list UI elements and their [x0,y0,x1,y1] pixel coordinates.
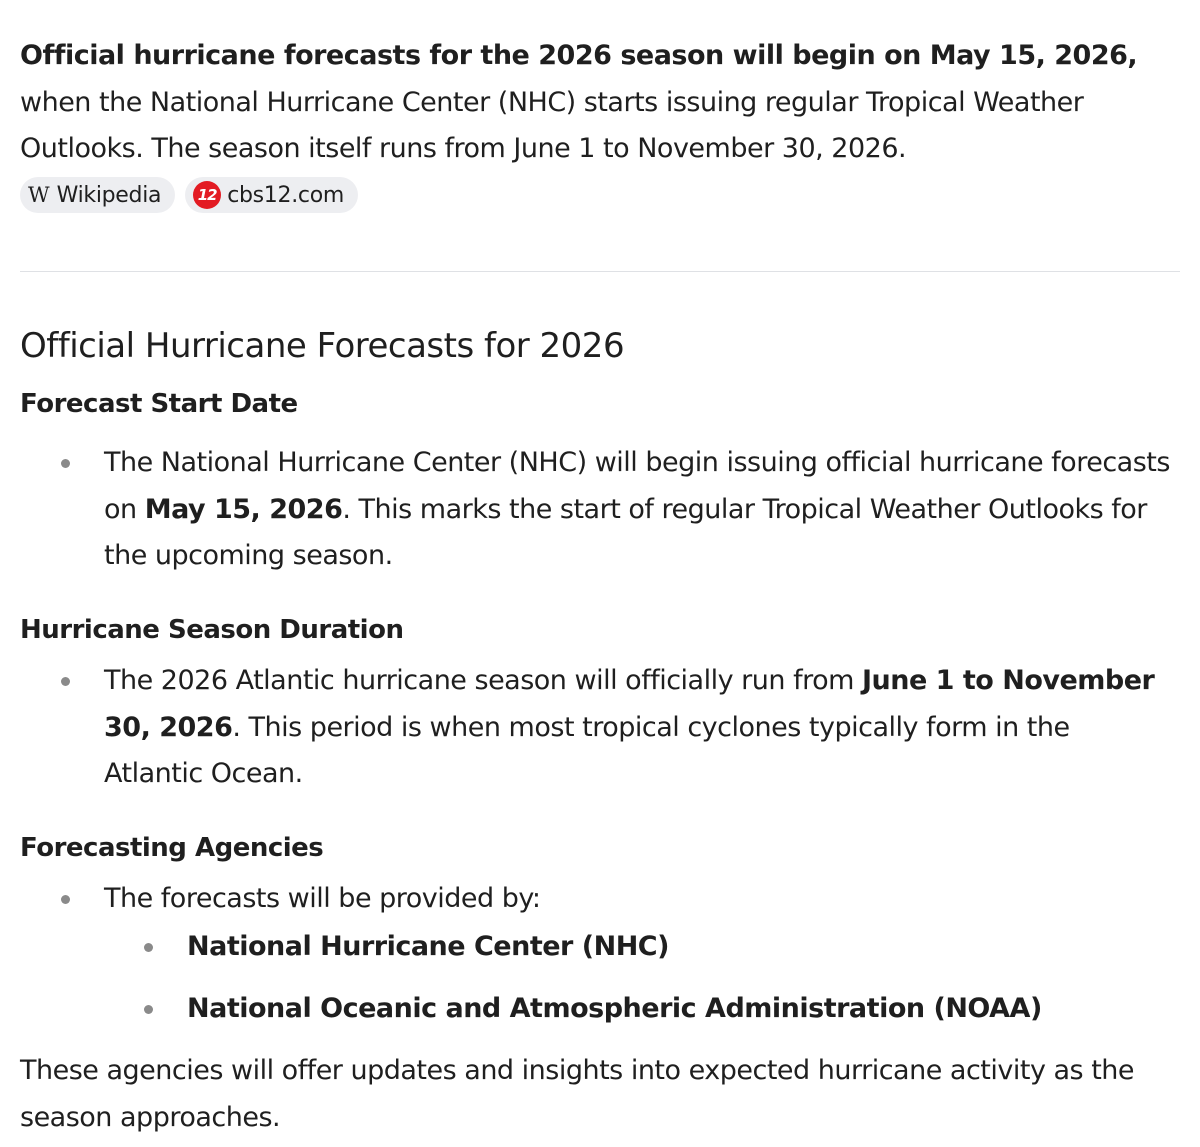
bullet-icon [144,1005,153,1014]
divider [20,271,1180,272]
subheading-season-duration: Hurricane Season Duration [20,615,404,645]
list-item-text: . This period is when most tropical cyclones typically form in the Atlantic Ocean. [104,711,1070,789]
closing-paragraph: These agencies will offer updates and insights into expected hurricane activity as the season approaches. [20,1055,1135,1133]
intro-paragraph [20,33,1180,173]
list-item-text: The National Hurricane Center (NHC) will begin issuing official hurricane forecasts on [104,447,1170,525]
intro-text: when the National Hurricane Center (NHC) starts issuing regular Tropical Weather Outlooks. The season itself runs from June 1 to November 30, 2026. [20,86,1084,164]
subheading-agencies: Forecasting Agencies [20,833,324,863]
source-chips [20,177,358,213]
list-item [104,876,1174,923]
sub-list-item [187,986,1177,1033]
section-heading: Official Hurricane Forecasts for 2026 [20,326,625,366]
bullet-icon [61,677,70,686]
bullet-icon [61,459,70,468]
list-item-text: The 2026 Atlantic hurricane season will officially run from [104,665,862,696]
subheading-start-date: Forecast Start Date [20,389,298,419]
list-item-bold: May 15, 2026 [144,493,343,525]
cbs12-icon: 12 [193,181,221,209]
list-item-bold: June 1 to November 30, 2026 [104,665,1155,743]
agency-name: National Oceanic and Atmospheric Administration (NOAA) [187,993,1042,1024]
list-item-text: The forecasts will be provided by: [104,883,541,914]
sub-list-item [187,924,1177,971]
source-label: cbs12.com [227,182,344,208]
intro-bold: Official hurricane forecasts for the 2026 season will begin on May 15, 2026, [20,40,1138,71]
source-chip-cbs12[interactable] [185,177,358,213]
bullet-icon [144,943,153,952]
list-item-text: . This marks the start of regular Tropical Weather Outlooks for the upcoming season. [104,493,1147,571]
list-item [104,440,1174,580]
list-item [104,658,1174,798]
bullet-icon [61,895,70,904]
source-label: Wikipedia [56,182,162,208]
source-chip-wikipedia[interactable] [20,177,175,213]
agency-name: National Hurricane Center (NHC) [187,931,669,962]
wikipedia-icon: W [28,183,49,207]
